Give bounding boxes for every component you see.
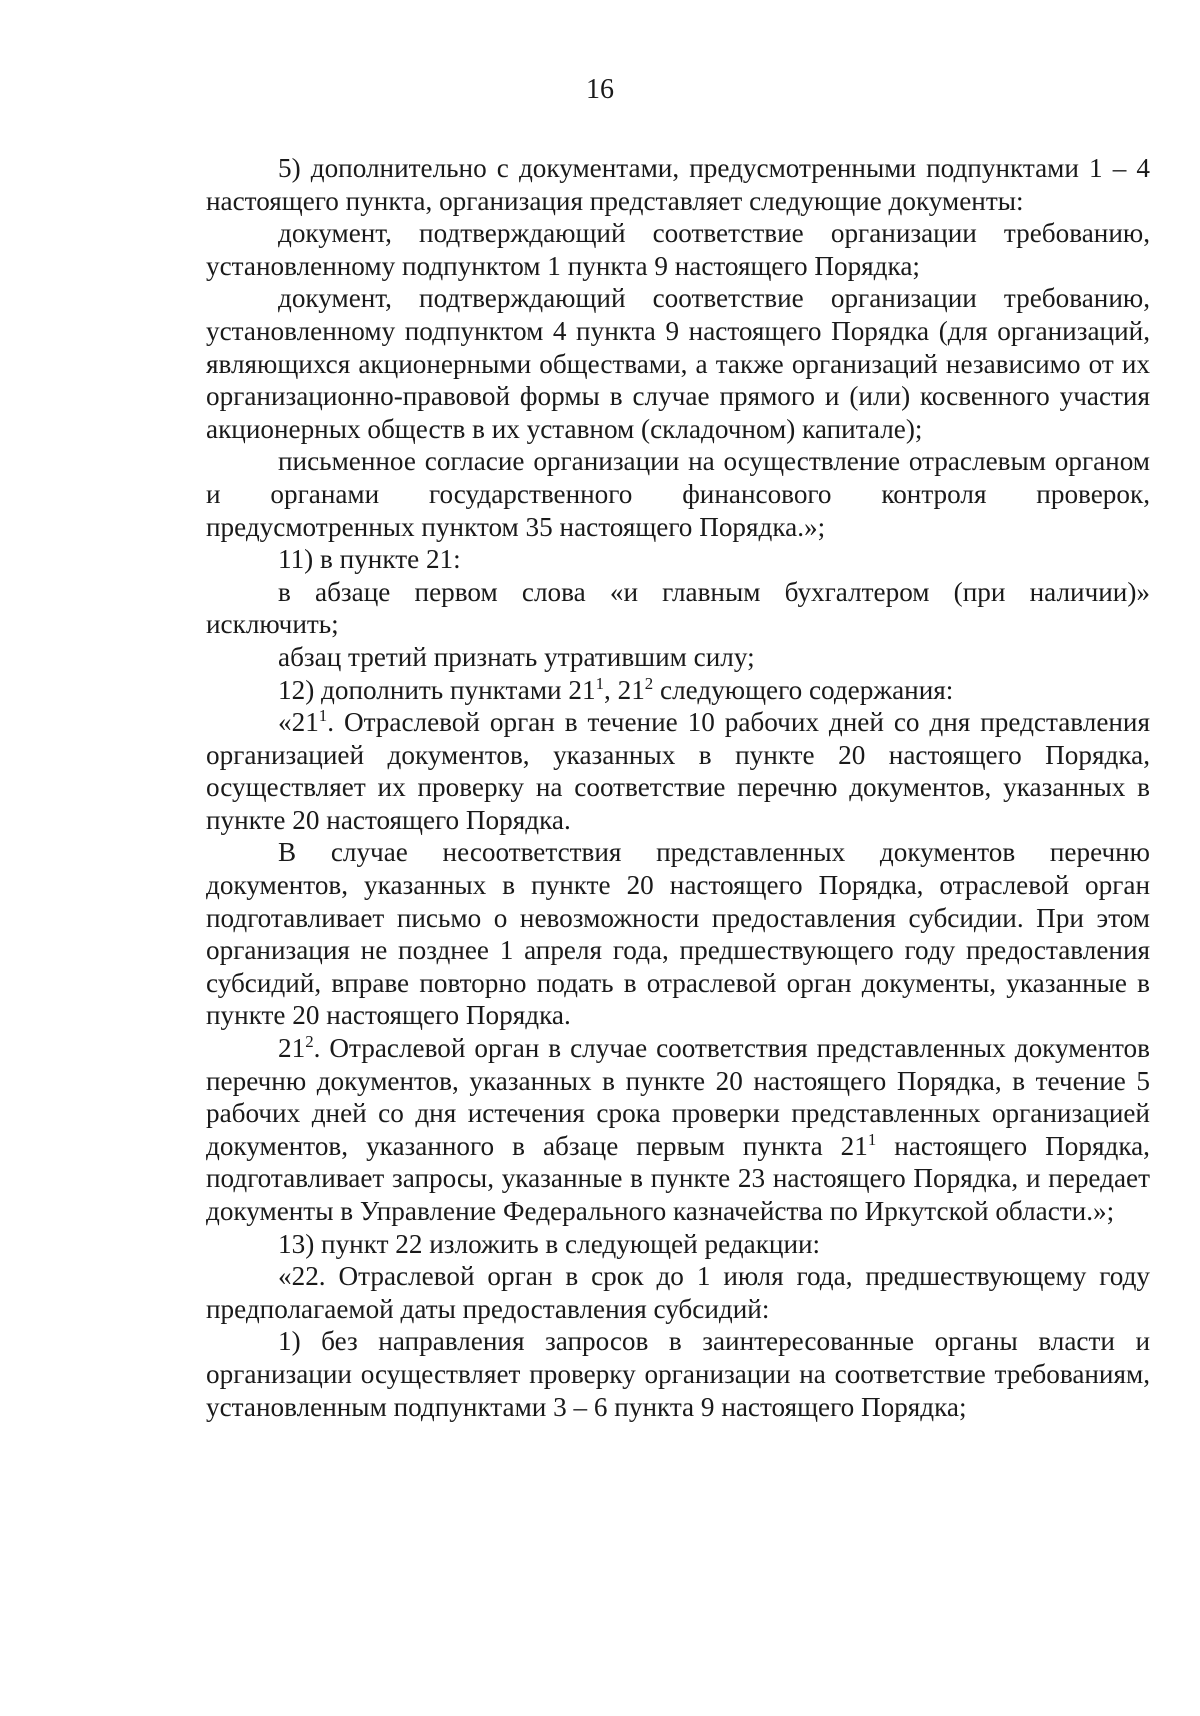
paragraph-item-13: 13) пункт 22 изложить в следующей редакции: (278, 1228, 821, 1259)
paragraph-point-21-2: $21^2$. Отраслевой орган в случае соответствия представленных документов перечню документов, указанных в пункте 20 настоящего Порядка, в течение 5 рабочих дней со дня истечения срока проверки представленных организацией документов, указанного в абзаце первым пункта $21^1$ настоящего Порядка, подготавливает запросы, указанные в пункте 23 настоящего Порядка, и передает документы в Управление Федерального казначейства по Иркутской области.»; (206, 1031, 1150, 1226)
paragraph-item-11: 11) в пункте 21: (278, 544, 461, 575)
paragraph-first-abzac: в абзаце первом слова «и главным бухгалтером (при наличии)» исключить; (206, 576, 1150, 640)
paragraph-point-22: «22. Отраслевой орган в срок до 1 июля года, предшествующему году предполагаемой даты предоставления субсидий: (206, 1261, 1150, 1324)
paragraph-document-requirement-4: документ, подтверждающий соответствие организации требованию, установленному подпунктом 4 пункта 9 настоящего Порядка (для организаций, являющихся акционерными обществами, а также организаций независимо от их организационно-правовой формы в случае прямого и (или) косвенного участия акционерных обществ в их уставном (складочном) капитале); (206, 283, 1150, 444)
page-number: 16 (586, 74, 614, 105)
document-body (206, 152, 1150, 1423)
paragraph-third-abzac: абзац третий признать утратившим силу; (278, 641, 755, 672)
paragraph-item-12: 12) дополнить пунктами $21^1$, $21^2$ следующего содержания: (278, 673, 954, 705)
paragraph-written-consent: письменное согласие организации на осуществление отраслевым органом и органами государственного финансового контроля проверок, предусмотренных пунктом 35 настоящего Порядка.»; (206, 446, 1150, 542)
paragraph-point-21-1: «$21^1$. Отраслевой орган в течение 10 рабочих дней со дня представления организацией документов, указанных в пункте 20 настоящего Порядка, осуществляет их проверку на соответствие перечню документов, указанных в пункте 20 настоящего Порядка. (206, 705, 1150, 835)
paragraph-point-22-subitem-1: 1) без направления запросов в заинтересованные органы власти и организации осуществляет проверку организации на соответствие требованиям, установленным подпунктами 3 – 6 пункта 9 настоящего Порядка; (206, 1326, 1150, 1422)
paragraph-document-requirement-1: документ, подтверждающий соответствие организации требованию, установленному подпунктом 1 пункта 9 настоящего Порядка; (206, 218, 1150, 281)
paragraph-mismatch-case: В случае несоответствия представленных документов перечню документов, указанных в пункте 20 настоящего Порядка, отраслевой орган подготавливает письмо о невозможности предоставления субсидии. При этом организация не позднее 1 апреля года, предшествующего году предоставления субсидий, вправе повторно подать в отраслевой орган документы, указанные в пункте 20 настоящего Порядка. (206, 837, 1150, 1031)
paragraph-subitem-5: 5) дополнительно с документами, предусмотренными подпунктами 1 – 4 настоящего пункта, организация представляет следующие документы: (206, 153, 1150, 216)
